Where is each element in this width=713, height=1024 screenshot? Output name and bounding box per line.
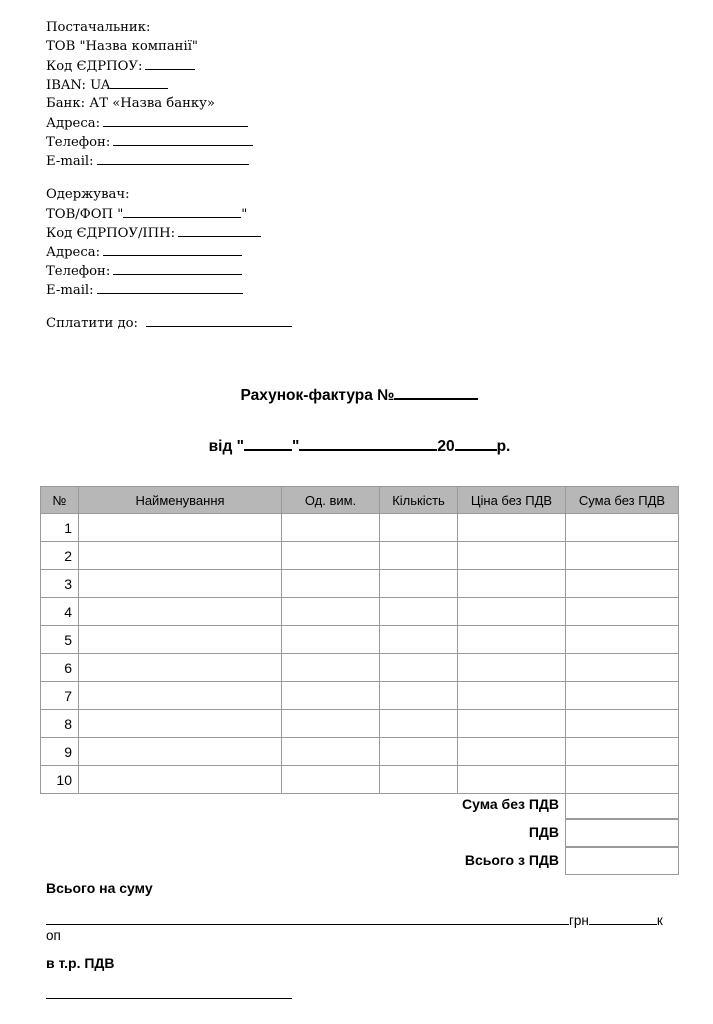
item-price-cell[interactable] (458, 654, 566, 682)
supplier-phone (46, 132, 253, 151)
address-blank[interactable] (103, 113, 248, 127)
iban-blank[interactable] (110, 75, 168, 89)
vat-label: ПДВ (528, 824, 559, 840)
item-name-cell[interactable] (79, 626, 282, 654)
item-quantity-cell[interactable] (380, 514, 458, 542)
day-blank[interactable] (244, 434, 292, 451)
table-header-row (41, 487, 679, 514)
items-table (40, 486, 679, 794)
address-label: Адреса: (46, 245, 101, 260)
supplier-address (46, 113, 253, 132)
amount-words-blank[interactable] (46, 910, 569, 925)
recipient-email (46, 280, 261, 299)
item-quantity-cell[interactable] (380, 710, 458, 738)
total-with-vat-cell[interactable] (565, 847, 679, 875)
company-suffix: " (241, 207, 248, 222)
invoice-date (3, 434, 713, 456)
item-price-cell[interactable] (458, 542, 566, 570)
item-unit-cell[interactable] (282, 710, 380, 738)
address-blank[interactable] (103, 242, 242, 256)
col-header-quantity: Кількість (380, 487, 458, 514)
item-sum-cell[interactable] (566, 682, 679, 710)
item-quantity-cell[interactable] (380, 682, 458, 710)
iban-label: IBAN: UA (46, 78, 111, 93)
pay-until-blank[interactable] (146, 313, 292, 327)
email-blank[interactable] (97, 280, 243, 294)
invoice-title-text: Рахунок-фактура № (240, 387, 395, 404)
total-amount-line (46, 910, 676, 928)
item-sum-cell[interactable] (566, 598, 679, 626)
summary-section (40, 791, 679, 875)
date-suffix: р. (496, 438, 511, 455)
item-quantity-cell[interactable] (380, 598, 458, 626)
recipient-company (46, 204, 261, 223)
pay-until (46, 313, 292, 332)
summary-row-vat (40, 819, 679, 847)
item-price-cell[interactable] (458, 710, 566, 738)
table-row (41, 710, 679, 738)
table-row (41, 598, 679, 626)
col-header-sum: Сума без ПДВ (566, 487, 679, 514)
phone-blank[interactable] (113, 261, 242, 275)
col-header-price: Ціна без ПДВ (458, 487, 566, 514)
item-unit-cell[interactable] (282, 682, 380, 710)
phone-label: Телефон: (46, 264, 111, 279)
item-name-cell[interactable] (79, 570, 282, 598)
item-sum-cell[interactable] (566, 710, 679, 738)
row-number: 2 (41, 542, 79, 570)
col-header-name: Найменування (79, 487, 282, 514)
date-mid: " (291, 438, 300, 455)
item-price-cell[interactable] (458, 570, 566, 598)
phone-label: Телефон: (46, 135, 111, 150)
item-quantity-cell[interactable] (380, 766, 458, 794)
date-prefix: від " (208, 438, 244, 455)
item-sum-cell[interactable] (566, 738, 679, 766)
item-unit-cell[interactable] (282, 654, 380, 682)
summary-row-sum (40, 791, 679, 819)
item-sum-cell[interactable] (566, 766, 679, 794)
item-quantity-cell[interactable] (380, 570, 458, 598)
uah-label: грн (569, 913, 589, 928)
item-sum-cell[interactable] (566, 514, 679, 542)
item-sum-cell[interactable] (566, 542, 679, 570)
table-row (41, 570, 679, 598)
kop-blank[interactable] (589, 910, 657, 925)
item-unit-cell[interactable] (282, 626, 380, 654)
supplier-edrpou (46, 56, 253, 75)
item-name-cell[interactable] (79, 542, 282, 570)
month-blank[interactable] (299, 434, 437, 451)
item-quantity-cell[interactable] (380, 626, 458, 654)
item-quantity-cell[interactable] (380, 738, 458, 766)
phone-blank[interactable] (113, 132, 253, 146)
company-blank[interactable] (123, 204, 241, 218)
year-blank[interactable] (455, 434, 497, 451)
item-unit-cell[interactable] (282, 542, 380, 570)
total-amount-label: Всього на суму (46, 880, 153, 896)
item-name-cell[interactable] (79, 738, 282, 766)
recipient-section (46, 185, 261, 299)
vat-cell[interactable] (565, 819, 679, 847)
item-price-cell[interactable] (458, 598, 566, 626)
date-year: 20 (437, 438, 455, 455)
item-quantity-cell[interactable] (380, 654, 458, 682)
table-row (41, 682, 679, 710)
invoice-number-blank[interactable] (394, 383, 478, 400)
pay-until-label: Сплатити до: (46, 316, 138, 331)
row-number: 6 (41, 654, 79, 682)
item-unit-cell[interactable] (282, 738, 380, 766)
email-label: E-mail: (46, 283, 94, 298)
row-number: 10 (41, 766, 79, 794)
edrpou-label: Код ЄДРПОУ: (46, 59, 143, 74)
supplier-heading: Постачальник: (46, 20, 151, 35)
item-unit-cell[interactable] (282, 766, 380, 794)
kop-label-end: оп (46, 928, 61, 943)
recipient-address (46, 242, 261, 261)
vat-included-label: в т.р. ПДВ (46, 955, 115, 971)
invoice-title (3, 383, 713, 405)
table-row (41, 542, 679, 570)
code-label: Код ЄДРПОУ/ІПН: (46, 226, 176, 241)
item-name-cell[interactable] (79, 710, 282, 738)
item-price-cell[interactable] (458, 514, 566, 542)
sum-without-vat-label: Сума без ПДВ (462, 796, 559, 812)
table-row (41, 766, 679, 794)
sum-without-vat-cell[interactable] (565, 791, 679, 819)
row-number: 3 (41, 570, 79, 598)
item-sum-cell[interactable] (566, 654, 679, 682)
col-header-number: № (41, 487, 79, 514)
item-unit-cell[interactable] (282, 598, 380, 626)
table-row (41, 654, 679, 682)
table-row (41, 626, 679, 654)
code-blank[interactable] (178, 223, 261, 237)
email-label: E-mail: (46, 154, 94, 169)
edrpou-blank[interactable] (145, 56, 195, 70)
company-prefix: ТОВ/ФОП " (46, 207, 124, 222)
recipient-code (46, 223, 261, 242)
item-sum-cell[interactable] (566, 570, 679, 598)
item-name-cell[interactable] (79, 598, 282, 626)
email-blank[interactable] (97, 151, 249, 165)
vat-included-blank[interactable] (46, 998, 292, 999)
col-header-unit: Од. вим. (282, 487, 380, 514)
item-price-cell[interactable] (458, 682, 566, 710)
row-number: 4 (41, 598, 79, 626)
item-name-cell[interactable] (79, 682, 282, 710)
supplier-email (46, 151, 253, 170)
supplier-iban (46, 75, 253, 94)
row-number: 5 (41, 626, 79, 654)
recipient-heading: Одержувач: (46, 187, 130, 202)
row-number: 1 (41, 514, 79, 542)
item-quantity-cell[interactable] (380, 542, 458, 570)
recipient-phone (46, 261, 261, 280)
total-with-vat-label: Всього з ПДВ (464, 852, 559, 868)
item-sum-cell[interactable] (566, 626, 679, 654)
supplier-section (46, 18, 253, 170)
item-name-cell[interactable] (79, 766, 282, 794)
kop-label-start: к (656, 913, 663, 928)
row-number: 7 (41, 682, 79, 710)
item-price-cell[interactable] (458, 738, 566, 766)
item-name-cell[interactable] (79, 514, 282, 542)
item-unit-cell[interactable] (282, 570, 380, 598)
item-price-cell[interactable] (458, 766, 566, 794)
address-label: Адреса: (46, 116, 101, 131)
summary-row-total (40, 847, 679, 875)
supplier-bank: Банк: АТ «Назва банку» (46, 96, 215, 111)
item-price-cell[interactable] (458, 626, 566, 654)
row-number: 9 (41, 738, 79, 766)
item-name-cell[interactable] (79, 654, 282, 682)
row-number: 8 (41, 710, 79, 738)
table-row (41, 738, 679, 766)
table-row (41, 514, 679, 542)
item-unit-cell[interactable] (282, 514, 380, 542)
supplier-company: ТОВ "Назва компанії" (46, 39, 198, 54)
